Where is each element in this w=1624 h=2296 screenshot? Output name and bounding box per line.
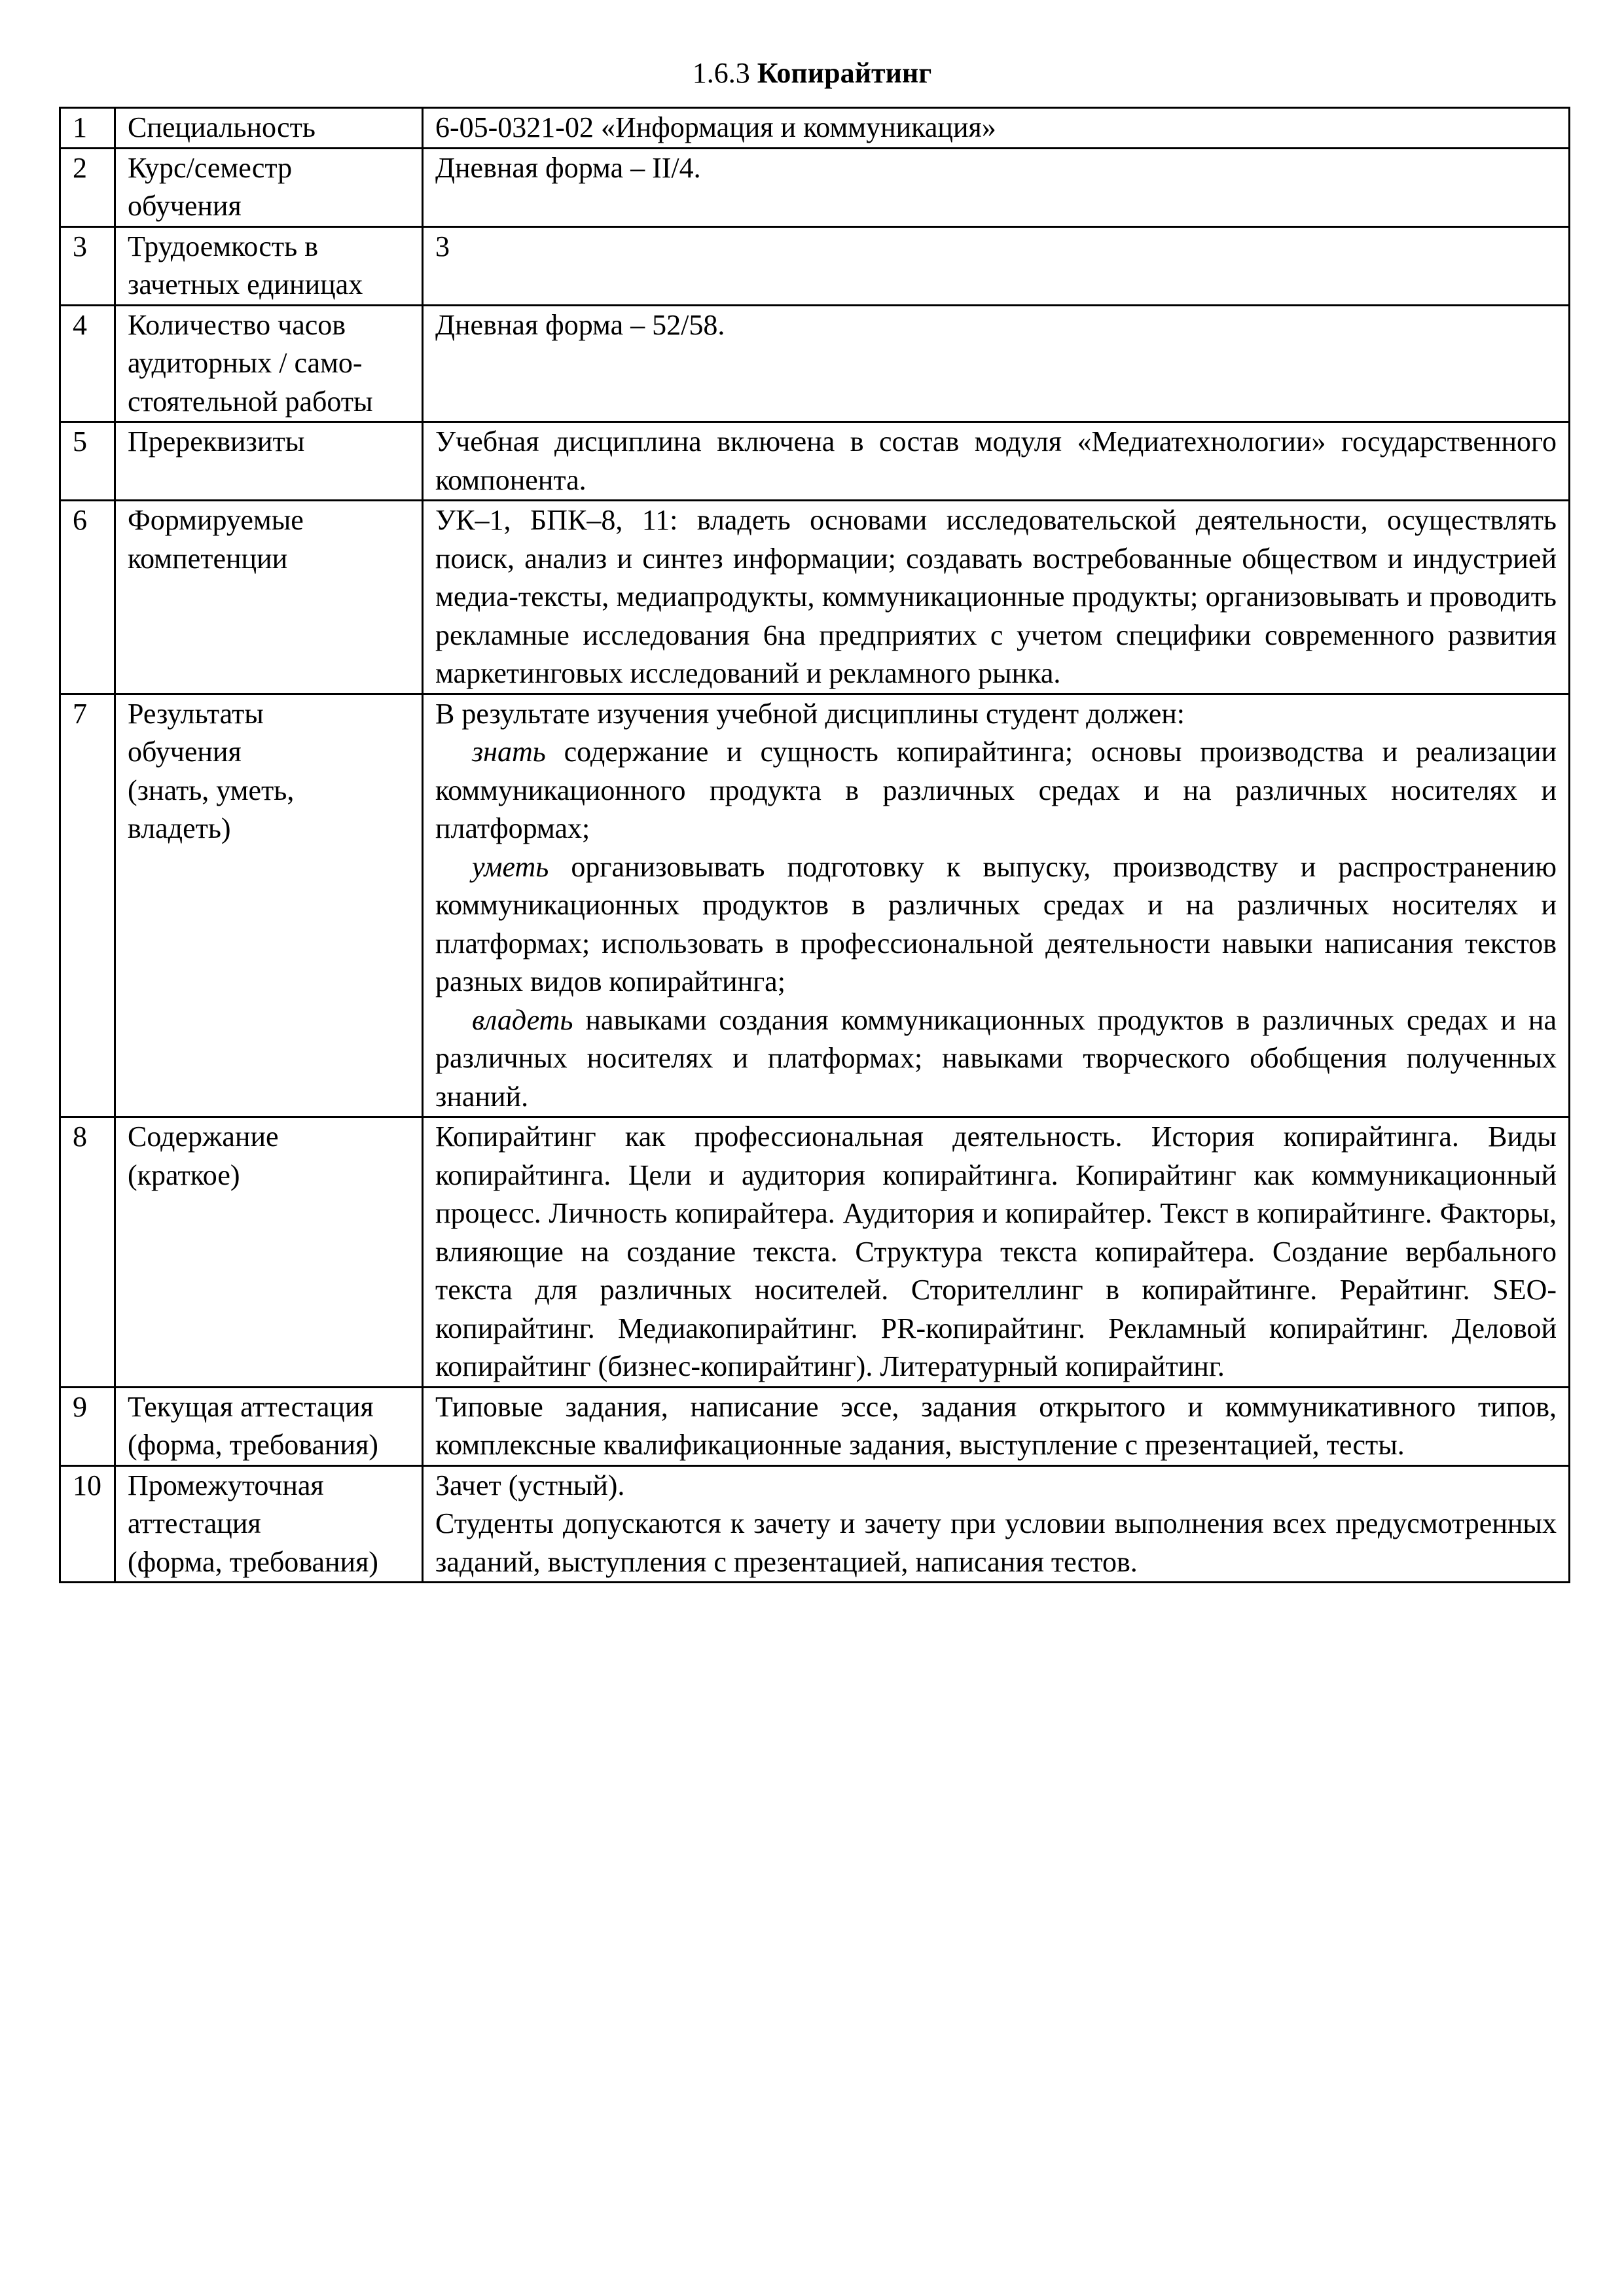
row-label-line: обучения xyxy=(128,190,242,222)
row-label xyxy=(115,148,423,226)
table-row xyxy=(60,1117,1570,1388)
row-label-line: Результаты xyxy=(128,697,264,730)
row-number: 6 xyxy=(60,501,115,694)
row-value-paragraph: Дневная форма – 52/58. xyxy=(435,308,725,341)
row-value-lead: знать xyxy=(472,736,546,768)
row-label-line: (форма, требования) xyxy=(128,1429,378,1461)
row-value-text: содержание и сущность копирайтинга; основы производства и реализации коммуникационного продукта в различных средах и на различных носителях и платформах; xyxy=(435,736,1557,844)
row-value xyxy=(423,501,1570,694)
row-value xyxy=(423,148,1570,226)
page-title xyxy=(0,54,1624,93)
row-value-paragraph: УК–1, БПК–8, 11: владеть основами исследовательской деятельности, осуществлять поиск, анализ и синтез информации; создавать востребованные обществом и индустрией медиа-тексты, медиапродукты, коммуникационные продукты; организовывать и проводить рекламные исследования 6на предприятих с учетом специфики современного развития маркетинговых исследований и рекламного рынка. xyxy=(435,504,1557,689)
row-label-line: владеть) xyxy=(128,812,231,844)
row-label xyxy=(115,1465,423,1583)
row-label xyxy=(115,694,423,1117)
row-label-line: Пререквизиты xyxy=(128,425,305,457)
row-label xyxy=(115,108,423,149)
row-value-text: навыками создания коммуникационных продуктов в различных средах и на различных носителях и платформах; навыками творческого обобщения полученных знаний. xyxy=(435,1003,1557,1113)
row-value xyxy=(423,1117,1570,1388)
row-label-line: Текущая аттестация xyxy=(128,1390,374,1423)
row-label-line: аттестация xyxy=(128,1507,261,1539)
row-value-paragraph: Копирайтинг как профессиональная деятельность. История копирайтинга. Виды копирайтинга. Цели и аудитория копирайтинга. Копирайтинг как коммуникационный процесс. Личность копирайтера. Аудитория и копирайтер. Текст в копирайтинге. Факторы, влияющие на создание текста. Структура текста копирайтера. Создание вербального текста для различных носителей. Сторителлинг в копирайтинге. Рерайтинг. SEO-копирайтинг. Медиакопирайтинг. PR-копирайтинг. Рекламный копирайтинг. Деловой копирайтинг (бизнес-копирайтинг). Литературный копирайтинг. xyxy=(435,1121,1557,1382)
row-value-paragraph xyxy=(435,733,1557,848)
table-row xyxy=(60,1387,1570,1465)
row-label-line: стоятельной работы xyxy=(128,385,373,418)
row-value-paragraph: 6-05-0321-02 «Информация и коммуникация» xyxy=(435,111,996,143)
course-spec-table xyxy=(59,107,1570,1583)
row-label-line: компетенции xyxy=(128,542,288,575)
row-value-paragraph: Студенты допускаются к зачету и зачету при условии выполнения всех предусмотренных заданий, выступления с презентацией, написания тестов. xyxy=(435,1507,1557,1578)
row-number: 2 xyxy=(60,148,115,226)
course-spec-table-body xyxy=(60,108,1570,1583)
row-value xyxy=(423,1387,1570,1465)
row-label xyxy=(115,226,423,305)
row-value xyxy=(423,1465,1570,1583)
row-label xyxy=(115,305,423,422)
row-label-line: (краткое) xyxy=(128,1158,240,1191)
row-value-paragraph: 3 xyxy=(435,230,450,262)
table-row xyxy=(60,226,1570,305)
section-number: 1.6.3 xyxy=(692,57,750,89)
row-number: 8 xyxy=(60,1117,115,1388)
row-number: 7 xyxy=(60,694,115,1117)
row-number: 3 xyxy=(60,226,115,305)
row-label-line: аудиторных / само- xyxy=(128,347,363,379)
row-value-paragraph: Типовые задания, написание эссе, задания открытого и коммуникативного типов, комплексные квалификационные задания, выступление с презентацией, тесты. xyxy=(435,1390,1557,1461)
row-value-lead: владеть xyxy=(472,1003,573,1036)
row-value-paragraph: В результате изучения учебной дисциплины студент должен: xyxy=(435,697,1185,730)
row-label xyxy=(115,1117,423,1388)
row-label xyxy=(115,501,423,694)
table-row xyxy=(60,501,1570,694)
row-label xyxy=(115,422,423,501)
row-label-line: Количество часов xyxy=(128,308,346,341)
table-row xyxy=(60,305,1570,422)
row-value-paragraph xyxy=(435,848,1557,1001)
row-label-line: Содержание xyxy=(128,1121,279,1153)
row-value xyxy=(423,422,1570,501)
row-value-text: организовывать подготовку к выпуску, производству и распространению коммуникационных продуктов в различных средах и на различных носителях и платформах; использовать в профессиональной деятельности навыки написания текстов разных видов копирайтинга; xyxy=(435,850,1557,997)
row-value-paragraph xyxy=(435,1001,1557,1117)
table-row xyxy=(60,694,1570,1117)
row-number: 5 xyxy=(60,422,115,501)
row-number: 4 xyxy=(60,305,115,422)
row-label-line: Промежуточная xyxy=(128,1469,324,1501)
row-label-line: (форма, требования) xyxy=(128,1545,378,1578)
table-row xyxy=(60,108,1570,149)
row-value-paragraph: Дневная форма – II/4. xyxy=(435,151,701,184)
row-number: 9 xyxy=(60,1387,115,1465)
row-label-line: Формируемые xyxy=(128,504,304,536)
row-value-paragraph: Зачет (устный). xyxy=(435,1469,625,1501)
row-label-line: Курс/семестр xyxy=(128,151,293,184)
row-label xyxy=(115,1387,423,1465)
row-value xyxy=(423,305,1570,422)
row-value xyxy=(423,108,1570,149)
row-value xyxy=(423,694,1570,1117)
row-value xyxy=(423,226,1570,305)
row-label-line: обучения xyxy=(128,736,242,768)
row-value-lead: уметь xyxy=(472,850,549,883)
section-title: Копирайтинг xyxy=(757,57,932,89)
table-row xyxy=(60,1465,1570,1583)
row-label-line: Трудоемкость в xyxy=(128,230,318,262)
row-number: 1 xyxy=(60,108,115,149)
table-row xyxy=(60,148,1570,226)
row-label-line: Специальность xyxy=(128,111,316,143)
row-value-paragraph: Учебная дисциплина включена в состав модуля «Медиатехнологии» государственного компонента. xyxy=(435,425,1557,496)
row-label-line: зачетных единицах xyxy=(128,268,363,300)
row-label-line: (знать, уметь, xyxy=(128,774,295,806)
table-row xyxy=(60,422,1570,501)
row-number: 10 xyxy=(60,1465,115,1583)
